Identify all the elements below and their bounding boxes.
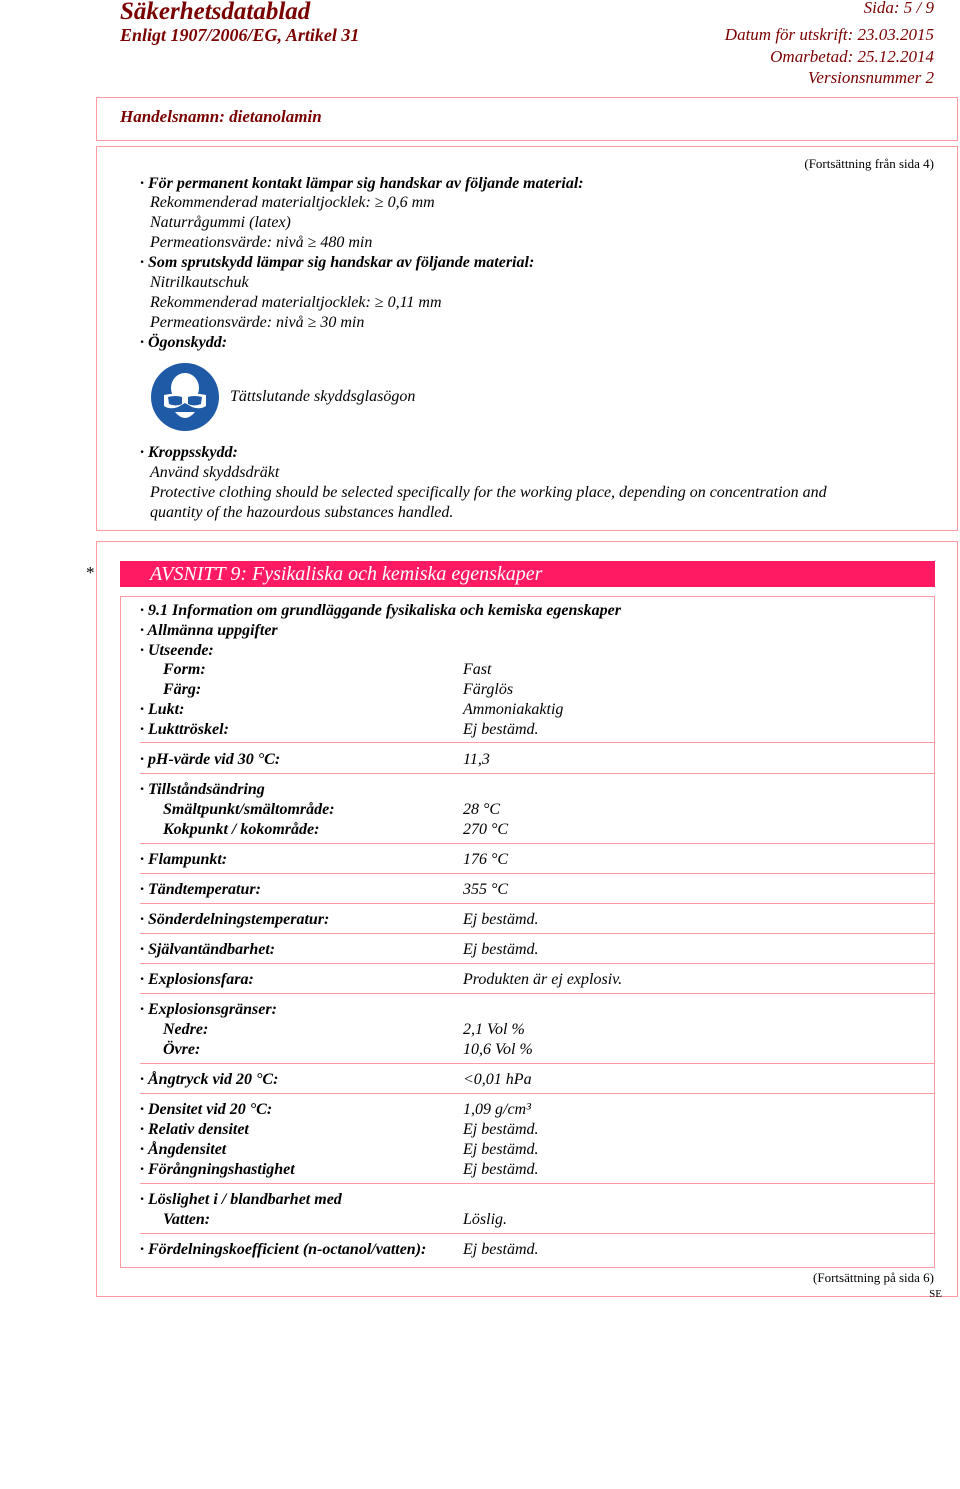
divider	[140, 933, 935, 934]
decomposition-value: Ej bestämd.	[463, 911, 539, 928]
eye-protection-text: Tättslutande skyddsglasögon	[230, 388, 416, 405]
gloves-permanent-permeation: Permeationsvärde: nivå ≥ 480 min	[150, 234, 373, 251]
language-code: SE	[929, 1288, 942, 1300]
odor-label: · Lukt:	[140, 701, 185, 718]
gloves-splash-material: Nitrilkautschuk	[150, 274, 249, 291]
upper-limit-value: 10,6 Vol %	[463, 1041, 533, 1058]
section9-subtitle: · 9.1 Information om grundläggande fysikaliska och kemiska egenskaper	[140, 602, 621, 619]
density-label: · Densitet vid 20 °C:	[140, 1101, 273, 1118]
gloves-permanent-title: · För permanent kontakt lämpar sig handskar av följande material:	[140, 175, 584, 192]
relative-density-label: · Relativ densitet	[140, 1121, 249, 1138]
revised-date: Omarbetad: 25.12.2014	[770, 47, 934, 66]
divider	[140, 1183, 935, 1184]
explosion-hazard-label: · Explosionsfara:	[140, 971, 254, 988]
upper-limit-label: Övre:	[163, 1041, 201, 1058]
vapor-pressure-value: <0,01 hPa	[463, 1071, 532, 1088]
form-value: Fast	[463, 661, 492, 678]
partition-coefficient-value: Ej bestämd.	[463, 1241, 539, 1258]
section9-heading: AVSNITT 9: Fysikaliska och kemiska egenskaper	[120, 561, 935, 587]
appearance-label: · Utseende:	[140, 642, 214, 659]
self-ignition-value: Ej bestämd.	[463, 941, 539, 958]
boiling-value: 270 °C	[463, 821, 509, 838]
water-value: Löslig.	[463, 1211, 508, 1228]
divider	[140, 1233, 935, 1234]
gloves-splash-title: · Som sprutskydd lämpar sig handskar av följande material:	[140, 254, 535, 271]
divider	[140, 993, 935, 994]
revision-star: *	[86, 563, 95, 582]
odor-threshold-label: · Lukttröskel:	[140, 721, 229, 738]
ph-label: · pH-värde vid 30 °C:	[140, 751, 281, 768]
gloves-permanent-thickness: Rekommenderad materialtjocklek: ≥ 0,6 mm	[150, 194, 435, 211]
density-value: 1,09 g/cm³	[463, 1101, 531, 1118]
state-change-label: · Tillståndsändring	[140, 781, 265, 798]
divider	[140, 1093, 935, 1094]
continued-to: (Fortsättning på sida 6)	[813, 1270, 934, 1285]
ignition-value: 355 °C	[463, 881, 509, 898]
water-label: Vatten:	[163, 1211, 211, 1228]
color-value: Färglös	[463, 681, 514, 698]
continued-from: (Fortsättning från sida 4)	[804, 156, 934, 171]
flash-point-label: · Flampunkt:	[140, 851, 228, 868]
body-protection-title: · Kroppsskydd:	[140, 444, 238, 461]
color-label: Färg:	[163, 681, 202, 698]
general-info: · Allmänna uppgifter	[140, 622, 278, 639]
relative-density-value: Ej bestämd.	[463, 1121, 539, 1138]
odor-threshold-value: Ej bestämd.	[463, 721, 539, 738]
ignition-label: · Tändtemperatur:	[140, 881, 261, 898]
explosion-hazard-value: Produkten är ej explosiv.	[463, 971, 623, 988]
partition-coefficient-label: · Fördelningskoefficient (n-octanol/vatten):	[140, 1241, 427, 1258]
goggles-icon	[150, 362, 220, 432]
version-number: Versionsnummer 2	[807, 68, 934, 87]
gloves-splash-thickness: Rekommenderad materialtjocklek: ≥ 0,11 mm	[150, 294, 442, 311]
print-date: Datum för utskrift: 23.03.2015	[724, 25, 934, 44]
divider	[140, 903, 935, 904]
self-ignition-label: · Självantändbarhet:	[140, 941, 276, 958]
vapor-density-value: Ej bestämd.	[463, 1141, 539, 1158]
eye-protection-title: · Ögonskydd:	[140, 334, 228, 351]
gloves-permanent-material: Naturrågummi (latex)	[150, 214, 291, 231]
divider	[140, 773, 935, 774]
divider	[140, 873, 935, 874]
solubility-label: · Löslighet i / blandbarhet med	[140, 1191, 342, 1208]
body-protection-note-2: quantity of the hazourdous substances handled.	[150, 504, 454, 521]
form-label: Form:	[163, 661, 206, 678]
melting-label: Smältpunkt/smältområde:	[163, 801, 335, 818]
document-title: Säkerhetsdatablad	[120, 0, 311, 25]
decomposition-label: · Sönderdelningstemperatur:	[140, 911, 330, 928]
melting-value: 28 °C	[463, 801, 501, 818]
body-protection-note-1: Protective clothing should be selected specifically for the working place, depending on concentration and	[150, 484, 827, 501]
body-protection-text: Använd skyddsdräkt	[150, 464, 280, 481]
regulation-reference: Enligt 1907/2006/EG, Artikel 31	[120, 25, 360, 45]
ph-value: 11,3	[463, 751, 490, 768]
vapor-density-label: · Ångdensitet	[140, 1141, 227, 1158]
page-number: Sida: 5 / 9	[863, 0, 934, 17]
lower-limit-label: Nedre:	[163, 1021, 209, 1038]
boiling-label: Kokpunkt / kokområde:	[163, 821, 320, 838]
flash-point-value: 176 °C	[463, 851, 509, 868]
divider	[140, 963, 935, 964]
explosion-limits-label: · Explosionsgränser:	[140, 1001, 277, 1018]
trade-name: Handelsnamn: dietanolamin	[120, 107, 322, 126]
gloves-splash-permeation: Permeationsvärde: nivå ≥ 30 min	[150, 314, 365, 331]
divider	[140, 1063, 935, 1064]
lower-limit-value: 2,1 Vol %	[463, 1021, 525, 1038]
divider	[140, 843, 935, 844]
odor-value: Ammoniakaktig	[463, 701, 564, 718]
evaporation-rate-label: · Förångningshastighet	[140, 1161, 295, 1178]
divider	[140, 742, 935, 743]
vapor-pressure-label: · Ångtryck vid 20 °C:	[140, 1071, 279, 1088]
evaporation-rate-value: Ej bestämd.	[463, 1161, 539, 1178]
